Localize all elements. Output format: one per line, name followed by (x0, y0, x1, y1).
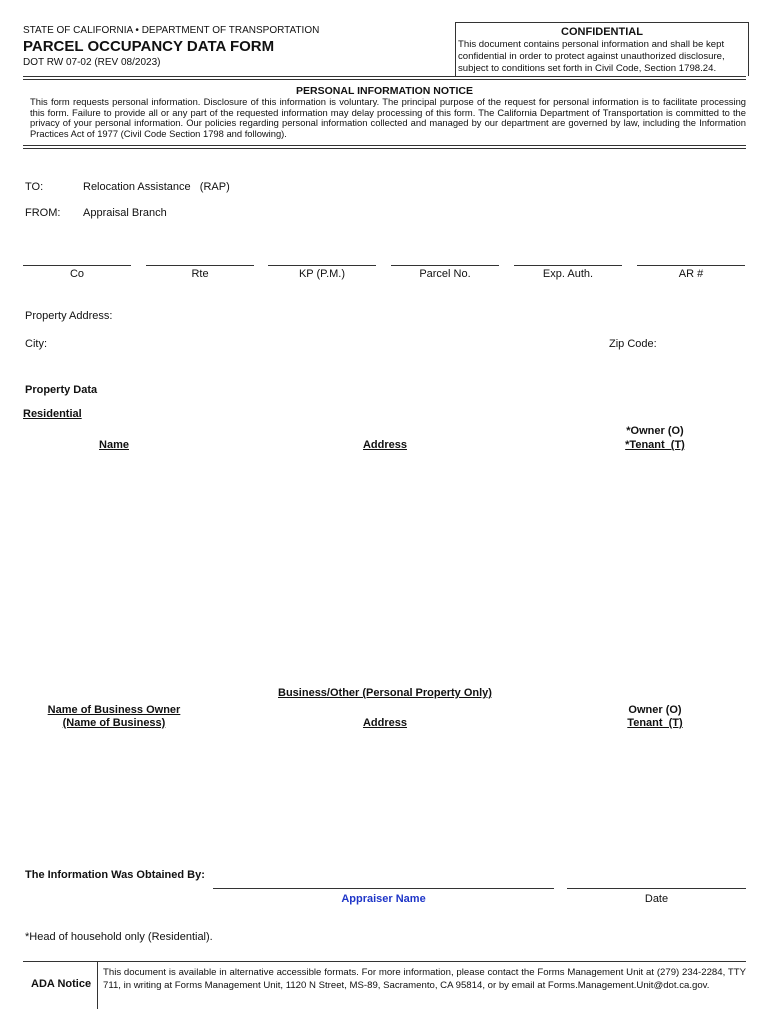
ada-label: ADA Notice (31, 978, 92, 990)
from-label: FROM: (25, 207, 61, 219)
ar-field[interactable] (637, 265, 745, 266)
ar-label: AR # (678, 268, 704, 280)
date-label: Date (644, 893, 669, 905)
rte-label: Rte (191, 268, 209, 280)
property-data-heading: Property Data (25, 384, 98, 396)
exp-auth-field[interactable] (514, 265, 622, 266)
notice-text: This form requests personal information. Disclosure of this information is voluntary. The principal purpose of the request for personal information is to facilitate processing this form. Failure to provide all or any part of the requested information may delay processing of this form. The California Department of Transportation is committed to the privacy of your personal information. Our policies regarding personal information collected and managed by our department are governed by law, including the Information Practices Act of 1977 (Civil Code Section 1798 and following). (30, 96, 746, 139)
obtained-by-label: The Information Was Obtained By: (25, 869, 205, 881)
appraiser-name-field[interactable] (213, 888, 554, 889)
header-rule-2 (23, 79, 746, 80)
confidential-box (455, 22, 749, 76)
confidential-text: This document contains personal information and shall be kept confidential in order to protect against unauthorized disclosure, subject to conditions set forth in Civil Code, Section 1798.24. (458, 39, 725, 74)
business-owner-col: Owner (O) (628, 704, 682, 716)
agency-line: STATE OF CALIFORNIA • DEPARTMENT OF TRANSPORTATION (23, 25, 320, 36)
residential-heading: Residential (23, 408, 82, 420)
notice-heading: PERSONAL INFORMATION NOTICE (296, 85, 473, 97)
kp-field[interactable] (268, 265, 376, 266)
footnote: *Head of household only (Residential). (25, 931, 213, 943)
business-owner-header: Name of Business Owner (47, 704, 181, 716)
parcel-no-label: Parcel No. (419, 268, 471, 280)
ada-rule (23, 961, 746, 962)
res-name-header: Name (99, 439, 129, 451)
business-name-header: (Name of Business) (62, 717, 166, 729)
parcel-no-field[interactable] (391, 265, 499, 266)
form-title: PARCEL OCCUPANCY DATA FORM (23, 38, 275, 55)
ada-divider (97, 961, 98, 1009)
kp-label: KP (P.M.) (298, 268, 346, 280)
notice-rule (23, 145, 746, 146)
notice-rule-2 (23, 148, 746, 149)
rte-field[interactable] (146, 265, 254, 266)
business-heading: Business/Other (Personal Property Only) (278, 687, 492, 699)
res-address-header: Address (362, 439, 408, 451)
co-label: Co (69, 268, 85, 280)
exp-auth-label: Exp. Auth. (542, 268, 594, 280)
to-value: Relocation Assistance (RAP) (83, 181, 230, 193)
business-address-header: Address (362, 717, 408, 729)
from-value: Appraisal Branch (83, 207, 167, 219)
property-address-label: Property Address: (25, 310, 113, 322)
business-tenant-col: Tenant (T) (627, 717, 683, 729)
ada-text: This document is available in alternative accessible formats. For more information, please contact the Forms Management Unit at (279) 234-2284, TTY 711, in writing at Forms Management Unit, 1120 N Street, MS-89, Sacramento, CA 95814, or by email at Forms.Management.Unit@dot.ca.gov. (103, 967, 746, 991)
header-rule (23, 76, 746, 77)
confidential-heading: CONFIDENTIAL (561, 26, 643, 38)
date-field[interactable] (567, 888, 746, 889)
res-owner-header: *Owner (O) (626, 425, 684, 437)
co-field[interactable] (23, 265, 131, 266)
form-id: DOT RW 07-02 (REV 08/2023) (23, 57, 161, 68)
appraiser-name-label: Appraiser Name (341, 893, 426, 905)
city-label: City: (25, 338, 47, 350)
res-tenant-header: *Tenant (T) (625, 439, 685, 451)
to-label: TO: (25, 181, 44, 193)
zip-code-label: Zip Code: (609, 338, 657, 350)
